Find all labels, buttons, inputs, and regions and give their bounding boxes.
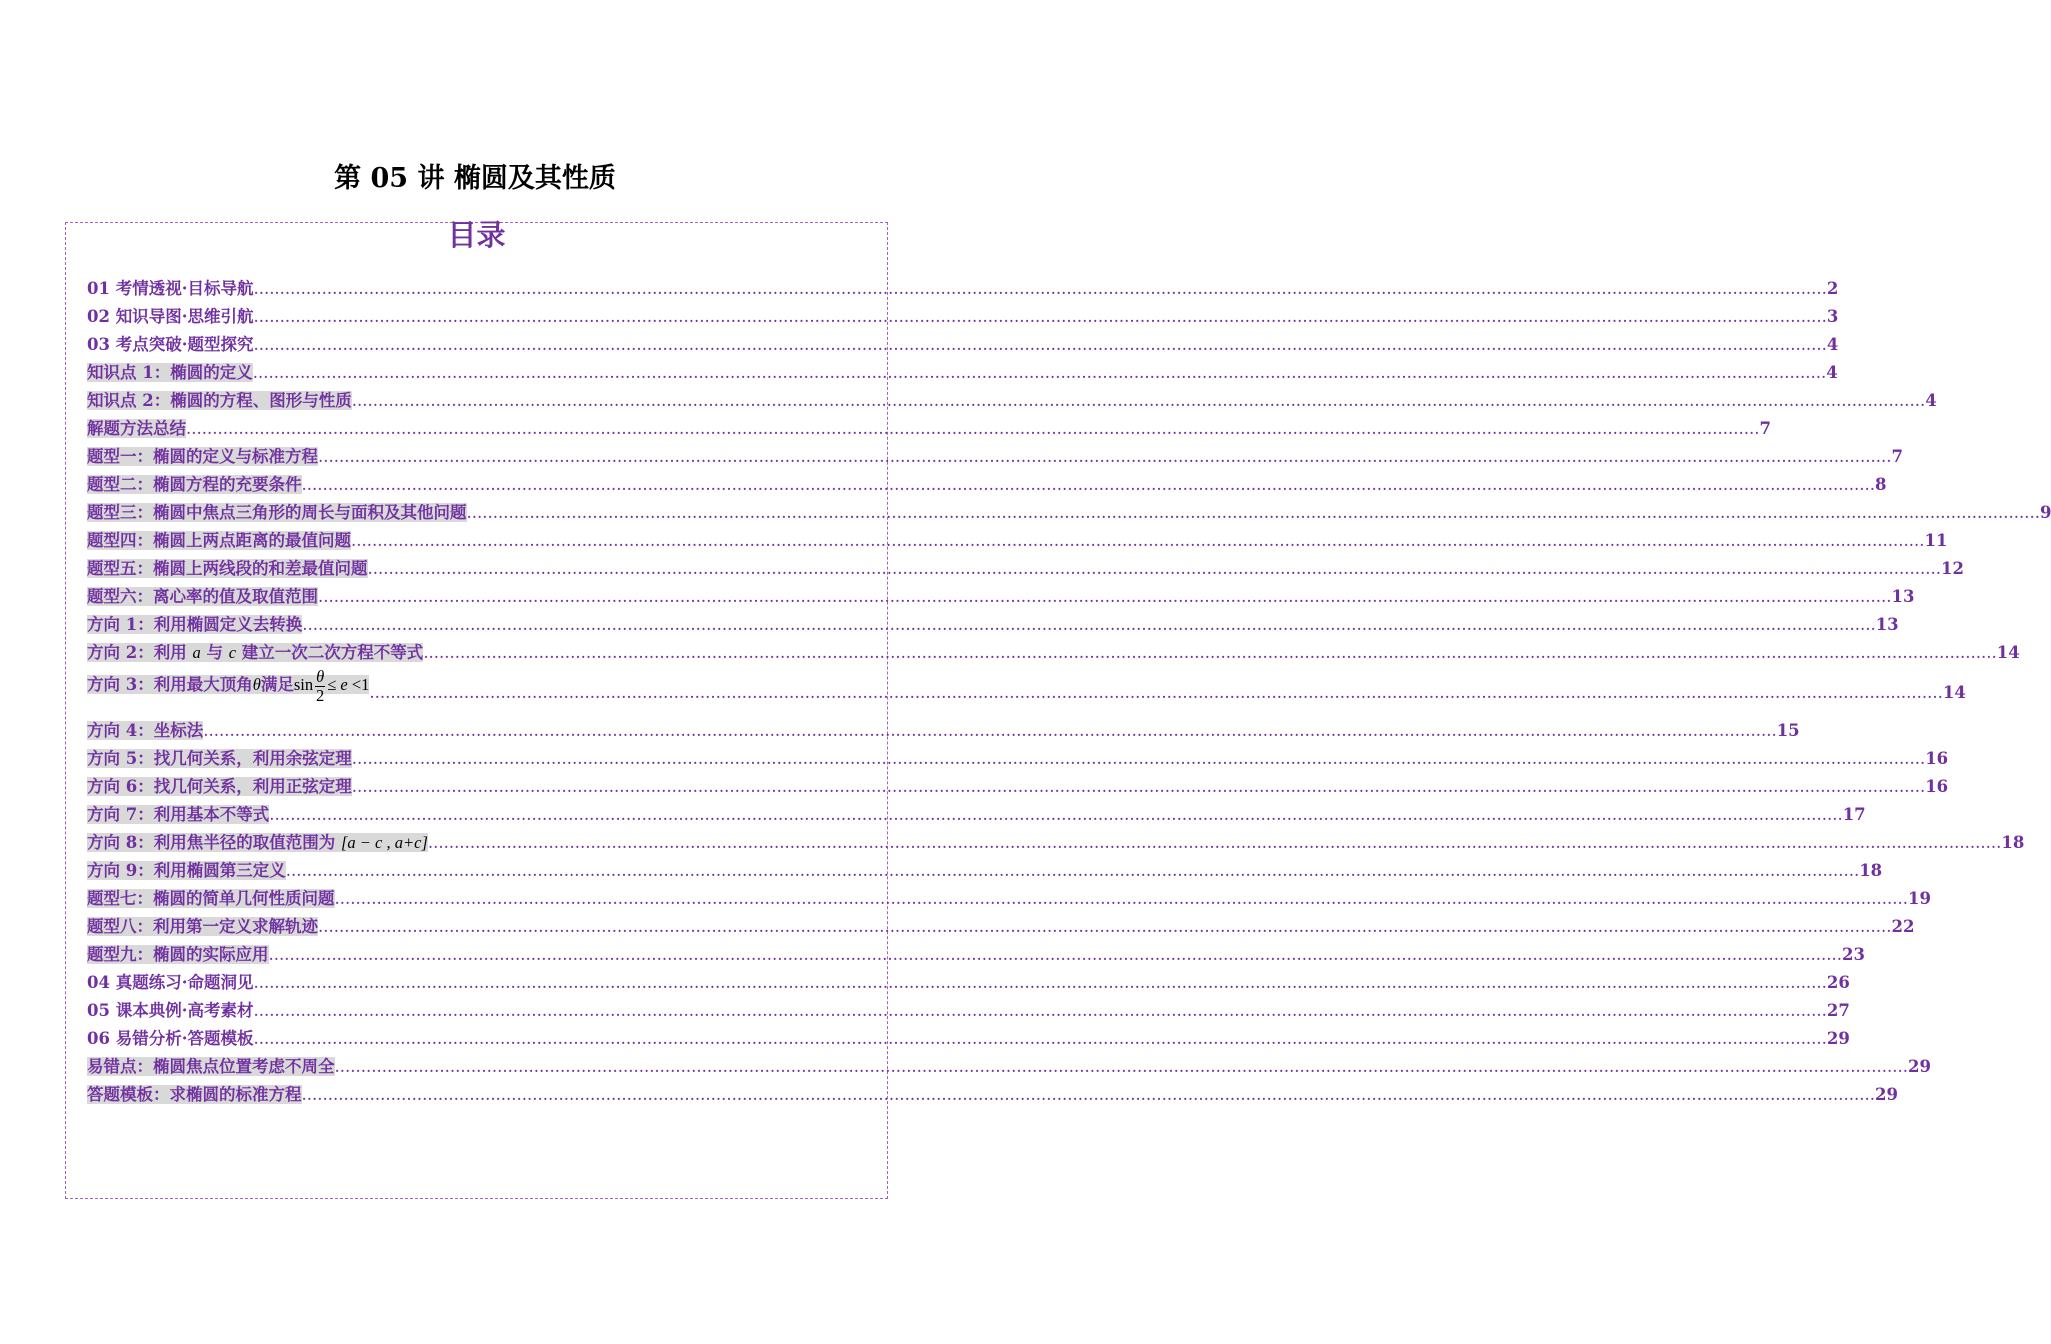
toc-leader-dots: ............................................................................................................................................................................................................................................................................................................ [253, 1029, 1827, 1048]
toc-page-number: 3 [1826, 307, 1839, 326]
toc-entry-label: 答题模板：求椭圆的标准方程 [87, 1085, 302, 1104]
toc-entry-label: 方向 7：利用基本不等式 [87, 805, 270, 824]
toc-entry-label: 题型四：椭圆上两点距离的最值问题 [87, 531, 351, 550]
toc-page-number: 29 [1874, 1085, 1898, 1104]
toc-page-number: 7 [1891, 447, 1903, 466]
toc-entry[interactable] [87, 583, 1915, 611]
toc-page-number: 4 [1826, 363, 1838, 382]
toc-leader-dots: ............................................................................................................................................................................................................................................................................................................ [269, 805, 1843, 824]
toc-leader-dots: ............................................................................................................................................................................................................................................................................................................ [351, 749, 1926, 768]
toc-page-number: 22 [1891, 917, 1915, 936]
toc-entry-label: 题型三：椭圆中焦点三角形的周长与面积及其他问题 [87, 503, 467, 522]
toc-entry-label: 方向 4：坐标法 [87, 721, 204, 740]
toc-entry[interactable] [87, 997, 1850, 1025]
toc-leader-dots: ............................................................................................................................................................................................................................................................................................................ [367, 559, 1941, 578]
toc-leader-dots: ............................................................................................................................................................................................................................................................................................................ [334, 889, 1908, 908]
toc-leader-dots: ............................................................................................................................................................................................................................................................................................................ [253, 307, 1827, 326]
toc-entry[interactable] [87, 913, 1915, 941]
toc-leader-dots: ............................................................................................................................................................................................................................................................................................................ [301, 475, 1875, 494]
toc-leader-dots: ............................................................................................................................................................................................................................................................................................................ [186, 419, 1760, 438]
toc-leader-dots: ............................................................................................................................................................................................................................................................................................................ [302, 615, 1876, 634]
toc-heading: 目录 [447, 218, 506, 252]
toc-page-number: 13 [1875, 615, 1899, 634]
toc-entry-label: 方向 2：利用 a 与 c 建立一次二次方程不等式 [87, 643, 424, 662]
toc-entry[interactable] [87, 773, 1949, 801]
toc-entry[interactable] [87, 415, 1771, 443]
toc-entry-label: 方向 1：利用椭圆定义去转换 [87, 615, 303, 634]
toc-entry-label: 题型六：离心率的值及取值范围 [87, 587, 318, 606]
toc-entry[interactable] [87, 1053, 1931, 1081]
toc-entry-label: 05 课本典例·高考素材 [87, 1001, 254, 1020]
toc-entry[interactable] [87, 801, 1866, 829]
toc-page-number: 29 [1826, 1029, 1850, 1048]
table-of-contents [65, 218, 2051, 1199]
toc-leader-dots: ............................................................................................................................................................................................................................................................................................................ [351, 531, 1925, 550]
toc-entry-label: 06 易错分析·答题模板 [87, 1029, 254, 1048]
toc-entry[interactable] [87, 1025, 1850, 1053]
toc-page-number: 14 [1942, 683, 1966, 702]
toc-entry[interactable] [87, 639, 2020, 667]
toc-entry-label: 01 考情透视·目标导航 [87, 279, 254, 298]
toc-leader-dots: ............................................................................................................................................................................................................................................................................................................ [423, 643, 1997, 662]
toc-page-number: 8 [1874, 475, 1887, 494]
toc-entry-label: 题型二：椭圆方程的充要条件 [87, 475, 302, 494]
toc-entry-label: 题型七：椭圆的简单几何性质问题 [87, 889, 335, 908]
toc-leader-dots: ............................................................................................................................................................................................................................................................................................................ [253, 335, 1827, 354]
toc-leader-dots: ............................................................................................................................................................................................................................................................................................................ [369, 683, 1943, 702]
toc-leader-dots: ............................................................................................................................................................................................................................................................................................................ [253, 973, 1827, 992]
toc-leader-dots: ............................................................................................................................................................................................................................................................................................................ [252, 363, 1827, 382]
toc-page-number: 4 [1826, 335, 1839, 354]
toc-leader-dots: ............................................................................................................................................................................................................................................................................................................ [351, 391, 1926, 410]
toc-page-number: 13 [1891, 587, 1915, 606]
toc-leader-dots: ............................................................................................................................................................................................................................................................................................................ [318, 587, 1892, 606]
toc-page-number: 23 [1841, 945, 1865, 964]
toc-page-number: 2 [1826, 279, 1839, 298]
toc-entry-label: 方向 6：找几何关系，利用正弦定理 [87, 777, 352, 796]
toc-leader-dots: ............................................................................................................................................................................................................................................................................................................ [253, 1001, 1827, 1020]
toc-entry-label: 题型九：椭圆的实际应用 [87, 945, 269, 964]
toc-entry[interactable] [87, 443, 1903, 471]
toc-page-number: 15 [1776, 721, 1800, 740]
toc-entry[interactable] [87, 527, 1948, 555]
toc-page-number: 17 [1842, 805, 1866, 824]
toc-page-number: 27 [1826, 1001, 1850, 1020]
toc-page-number: 16 [1925, 777, 1949, 796]
toc-entry[interactable] [87, 359, 1838, 387]
toc-entry[interactable] [87, 885, 1931, 913]
toc-leader-dots: ............................................................................................................................................................................................................................................................................................................ [466, 503, 2040, 522]
toc-leader-dots: ............................................................................................................................................................................................................................................................................................................ [203, 721, 1777, 740]
document-title: 第 05 讲 椭圆及其性质 [334, 163, 616, 194]
toc-page-number: 16 [1925, 749, 1949, 768]
toc-entry[interactable] [87, 717, 1800, 745]
toc-leader-dots: ............................................................................................................................................................................................................................................................................................................ [318, 447, 1892, 466]
toc-page-number: 4 [1925, 391, 1937, 410]
toc-entry-label: 方向 5：找几何关系，利用余弦定理 [87, 749, 352, 768]
toc-entry[interactable] [87, 611, 1899, 639]
toc-entry-label: 题型五：椭圆上两线段的和差最值问题 [87, 559, 368, 578]
toc-entry-label: 03 考点突破·题型探究 [87, 335, 254, 354]
toc-entry[interactable] [87, 331, 1839, 359]
toc-entry-label: 易错点：椭圆焦点位置考虑不周全 [87, 1057, 335, 1076]
toc-page-number: 12 [1940, 559, 1964, 578]
toc-page-number: 7 [1759, 419, 1771, 438]
toc-page-number: 18 [1859, 861, 1883, 880]
toc-entry-label: 方向 9：利用椭圆第三定义 [87, 861, 286, 880]
toc-entry-label: 知识点 2：椭圆的方程、图形与性质 [87, 391, 352, 410]
toc-leader-dots: ............................................................................................................................................................................................................................................................................................................ [318, 917, 1892, 936]
toc-entry-label: 题型八：利用第一定义求解轨迹 [87, 917, 318, 936]
toc-leader-dots: ............................................................................................................................................................................................................................................................................................................ [334, 1057, 1908, 1076]
toc-page-number: 26 [1826, 973, 1850, 992]
toc-page-number: 18 [2001, 833, 2025, 852]
toc-entry[interactable] [87, 941, 1865, 969]
toc-entry[interactable] [87, 303, 1839, 331]
toc-entry[interactable] [87, 471, 1887, 499]
toc-leader-dots: ............................................................................................................................................................................................................................................................................................................ [285, 861, 1860, 880]
toc-leader-dots: ............................................................................................................................................................................................................................................................................................................ [351, 777, 1926, 796]
toc-list [87, 275, 2051, 1109]
toc-entry-label: 02 知识导图·思维引航 [87, 307, 254, 326]
toc-page-number: 11 [1924, 531, 1948, 550]
toc-page-number: 29 [1907, 1057, 1931, 1076]
toc-leader-dots: ............................................................................................................................................................................................................................................................................................................ [253, 279, 1827, 298]
toc-entry-label: 解题方法总结 [87, 419, 186, 438]
toc-entry[interactable] [87, 667, 1966, 717]
toc-entry[interactable] [87, 387, 1937, 415]
toc-page-number: 14 [1996, 643, 2020, 662]
toc-entry-label: 方向 8：利用焦半径的取值范围为 [a − c , a+c] [87, 833, 428, 852]
toc-page-number: 19 [1907, 889, 1931, 908]
toc-entry-label: 题型一：椭圆的定义与标准方程 [87, 447, 318, 466]
toc-leader-dots: ............................................................................................................................................................................................................................................................................................................ [301, 1085, 1875, 1104]
toc-entry[interactable] [87, 275, 1839, 303]
toc-entry[interactable] [87, 745, 1949, 773]
math-fraction: $\frac{\theta}{2}$ [316, 667, 325, 705]
toc-leader-dots: ............................................................................................................................................................................................................................................................................................................ [427, 833, 2002, 852]
toc-entry-label: 知识点 1：椭圆的定义 [87, 363, 253, 382]
toc-entry[interactable] [87, 555, 1964, 583]
toc-entry[interactable] [87, 1081, 1898, 1109]
toc-page-number: 9 [2039, 503, 2051, 522]
toc-entry[interactable] [87, 499, 2051, 527]
toc-entry-label: 方向 3：利用最大顶角θ满足sin $\frac{\theta}{2}$ ≤ e <1 [87, 667, 370, 705]
toc-entry[interactable] [87, 829, 2025, 857]
toc-entry[interactable] [87, 969, 1850, 997]
toc-leader-dots: ............................................................................................................................................................................................................................................................................................................ [268, 945, 1842, 964]
toc-entry-label: 04 真题练习·命题洞见 [87, 973, 254, 992]
toc-entry[interactable] [87, 857, 1883, 885]
